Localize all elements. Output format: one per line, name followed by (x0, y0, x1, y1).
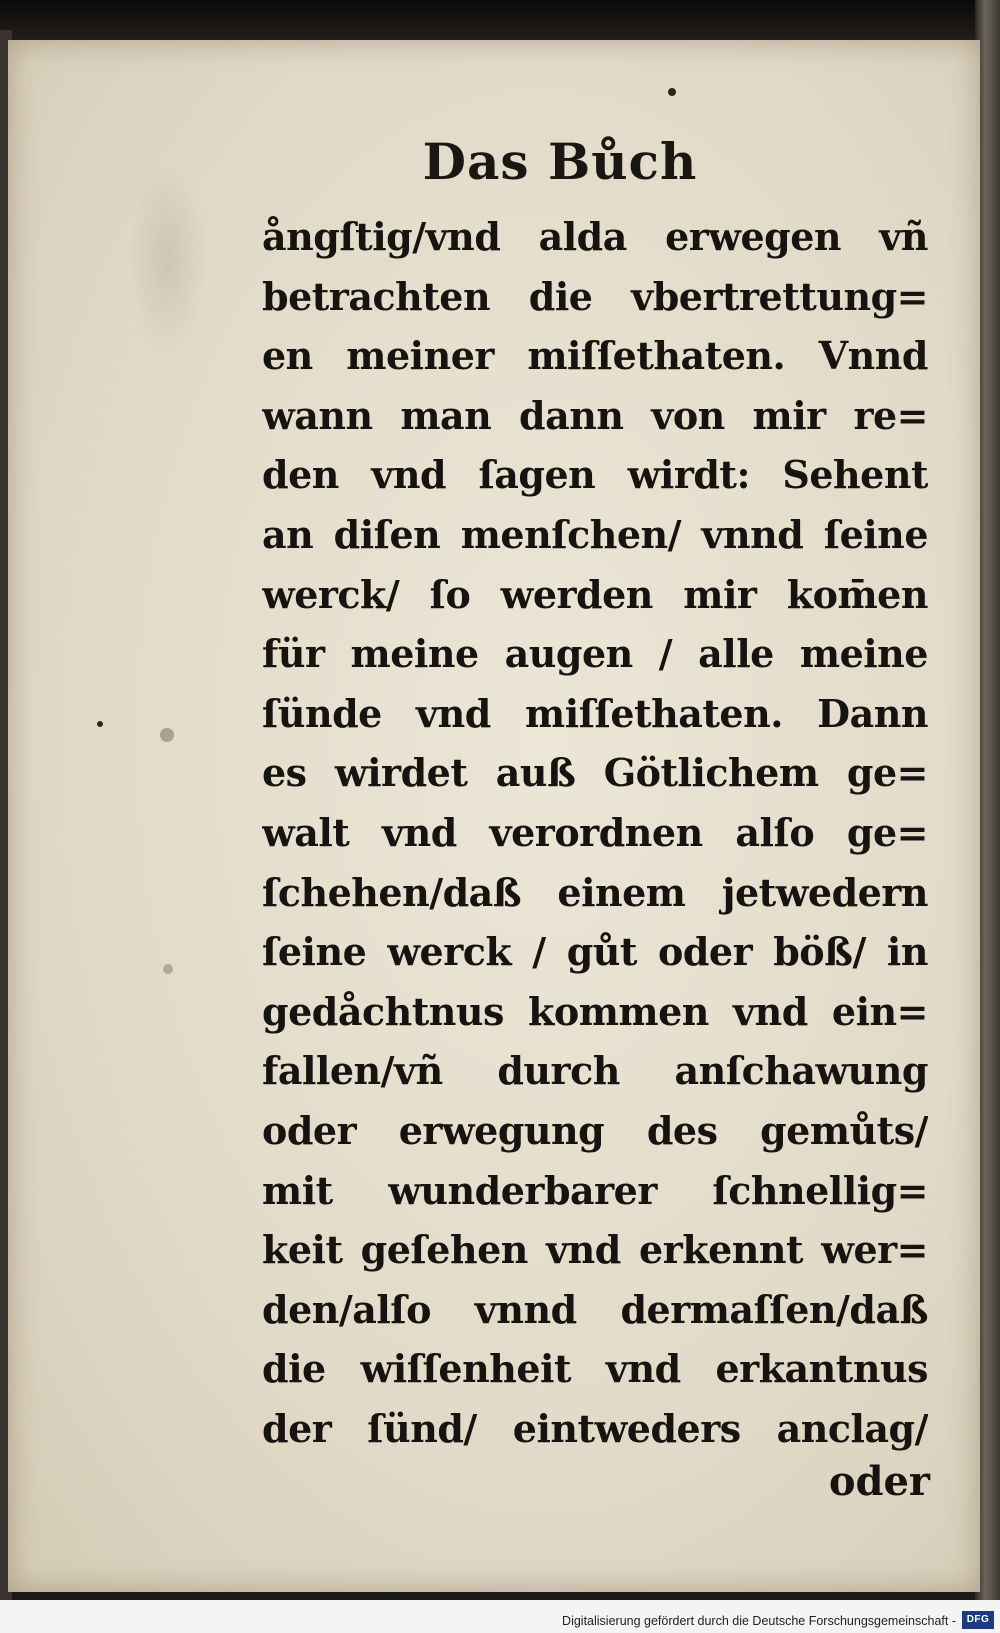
text-line: mit wunderbarer ſchnellig= (262, 1167, 928, 1213)
text-line: oder erwegung des gemůts/ (262, 1107, 928, 1153)
text-line: den/alſo vnnd dermaſſen/daß (262, 1286, 928, 1332)
page-marker-dot (668, 88, 676, 96)
text-line: es wirdet auß Götlichem ge= (262, 750, 928, 796)
scan-background-top (0, 0, 1000, 44)
dfg-logo: DFG (962, 1611, 994, 1629)
text-line: betrachten die vbertrettung= (262, 273, 928, 319)
text-line: ångſtig/vnd alda erwegen vñ (262, 214, 928, 259)
text-line: werck/ ſo werden mir kom̄en (262, 571, 928, 617)
text-line: fallen/vñ durch anſchawung (262, 1048, 928, 1094)
text-line: gedåchtnus kommen vnd ein= (262, 988, 928, 1034)
text-line: ſünde vnd miſſethaten. Dann (262, 690, 928, 736)
running-title: Das Bůch (422, 132, 698, 191)
text-line: en meiner miſſethaten. Vnnd (262, 333, 928, 379)
ink-speck (163, 964, 173, 974)
text-line: die wiſſenheit vnd erkantnus (262, 1346, 928, 1392)
ink-speck (97, 721, 103, 727)
text-line: der ſünd/ eintweders anclag/ (262, 1405, 928, 1451)
body-text (262, 207, 928, 1458)
text-line: keit geſehen vnd erkennt wer= (262, 1227, 928, 1273)
text-line: für meine augen / alle meine (262, 631, 928, 677)
catchword: oder (828, 1458, 930, 1505)
text-line: walt vnd verordnen alſo ge= (262, 809, 928, 855)
text-line: ſchehen/daß einem jetwedern (262, 869, 928, 915)
text-line: ſeine werck / gůt oder böß/ in (262, 929, 928, 975)
footer-credit: Digitalisierung gefördert durch die Deutsche Forschungsgemeinschaft - (562, 1614, 956, 1628)
text-line: wann man dann von mir re= (262, 392, 928, 438)
text-line: an diſen menſchen/ vnnd ſeine (262, 511, 928, 557)
text-line: den vnd ſagen wirdt: Sehent (262, 452, 928, 498)
ink-speck (160, 728, 174, 742)
